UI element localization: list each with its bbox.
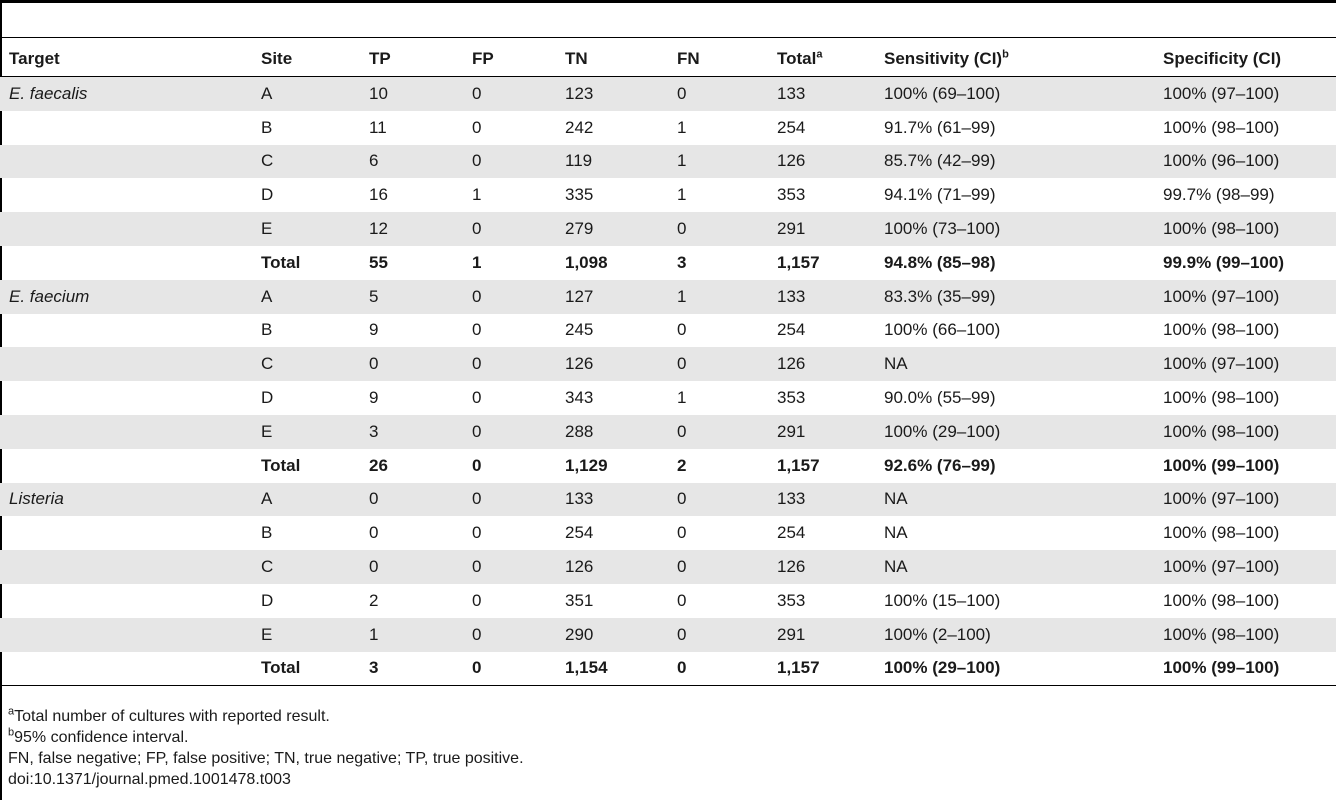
tn-cell: 335 xyxy=(565,185,594,205)
total-cell: 353 xyxy=(777,590,806,610)
fn-cell: 1 xyxy=(677,388,687,408)
tp-cell: 0 xyxy=(360,550,463,584)
tn-cell: 126 xyxy=(556,550,668,584)
target-cell xyxy=(0,314,252,348)
column-header xyxy=(556,42,668,77)
table-row xyxy=(0,280,1336,314)
table-row xyxy=(0,415,1336,449)
target-cell xyxy=(0,381,252,415)
target-cell xyxy=(0,618,252,652)
specificity-cell: 99.9% (99–100) xyxy=(1163,252,1284,272)
table-row xyxy=(0,178,1336,212)
column-header xyxy=(0,42,252,77)
total-cell: 133 xyxy=(768,483,875,517)
table-row xyxy=(0,618,1336,652)
total-cell: 133 xyxy=(768,77,875,111)
target-cell xyxy=(0,212,252,246)
table-header xyxy=(0,42,1336,77)
sensitivity-cell: 100% (2–100) xyxy=(875,618,1154,652)
total-cell: 1,157 xyxy=(768,652,875,686)
tp-cell: 9 xyxy=(369,320,379,340)
footnote-line xyxy=(8,727,524,748)
site-cell: B xyxy=(261,523,273,543)
site-cell: A xyxy=(252,77,360,111)
tp-cell: 2 xyxy=(369,590,379,610)
tp-cell: 5 xyxy=(360,280,463,314)
tn-cell: 288 xyxy=(556,415,668,449)
fn-cell: 0 xyxy=(677,523,687,543)
specificity-cell: 100% (96–100) xyxy=(1154,145,1336,179)
table-footnotes xyxy=(8,706,524,790)
fp-cell: 0 xyxy=(472,117,482,137)
total-cell: 353 xyxy=(777,185,806,205)
specificity-cell: 100% (98–100) xyxy=(1163,117,1280,137)
fn-cell: 0 xyxy=(668,415,768,449)
sensitivity-cell: 100% (15–100) xyxy=(884,590,1001,610)
header-top-rule xyxy=(0,37,1336,38)
column-header-label: Site xyxy=(261,49,293,68)
fn-cell: 0 xyxy=(668,652,768,686)
tp-cell: 0 xyxy=(360,483,463,517)
fp-cell: 0 xyxy=(463,145,556,179)
site-cell: Total xyxy=(261,252,301,272)
column-header-label: Target xyxy=(9,49,60,68)
specificity-cell: 100% (98–100) xyxy=(1154,415,1336,449)
table-row xyxy=(0,314,1336,348)
fp-cell: 1 xyxy=(472,185,482,205)
tn-cell: 290 xyxy=(556,618,668,652)
specificity-cell: 100% (98–100) xyxy=(1154,618,1336,652)
site-cell: C xyxy=(252,550,360,584)
fp-cell: 0 xyxy=(463,415,556,449)
table-row xyxy=(0,516,1336,550)
total-cell: 291 xyxy=(768,212,875,246)
footnote-marker: a xyxy=(816,48,823,61)
column-header-label: Specificity (CI) xyxy=(1163,49,1282,68)
sensitivity-cell: 90.0% (55–99) xyxy=(884,388,996,408)
tn-cell: 1,129 xyxy=(565,455,608,475)
tp-cell: 16 xyxy=(369,185,388,205)
site-cell: B xyxy=(261,320,273,340)
sensitivity-cell: NA xyxy=(875,483,1154,517)
footnote-marker: a xyxy=(8,705,15,718)
fn-cell: 1 xyxy=(668,280,768,314)
column-header-label: FP xyxy=(472,49,494,68)
column-header-label: TN xyxy=(565,49,588,68)
fn-cell: 2 xyxy=(677,455,687,475)
specificity-cell: 100% (99–100) xyxy=(1163,455,1280,475)
table-row xyxy=(0,145,1336,179)
header-row xyxy=(0,42,1336,77)
fp-cell: 0 xyxy=(463,347,556,381)
table-row xyxy=(0,584,1336,618)
tp-cell: 0 xyxy=(369,523,379,543)
site-cell: Total xyxy=(261,455,301,475)
footnote-line xyxy=(8,769,524,790)
total-cell: 133 xyxy=(768,280,875,314)
specificity-cell: 100% (98–100) xyxy=(1163,523,1280,543)
fp-cell: 0 xyxy=(472,590,482,610)
table-row xyxy=(0,77,1336,111)
site-cell: C xyxy=(252,347,360,381)
tn-cell: 119 xyxy=(556,145,668,179)
specificity-cell: 100% (99–100) xyxy=(1154,652,1336,686)
fn-cell: 0 xyxy=(677,590,687,610)
tn-cell: 242 xyxy=(565,117,594,137)
site-cell: E xyxy=(252,212,360,246)
table-row xyxy=(0,381,1336,415)
footnote-text: doi:10.1371/journal.pmed.1001478.t003 xyxy=(8,771,291,788)
fp-cell: 0 xyxy=(463,550,556,584)
tn-cell: 133 xyxy=(556,483,668,517)
column-header xyxy=(360,42,463,77)
target-cell xyxy=(0,246,252,280)
table-total-row xyxy=(0,246,1336,280)
sensitivity-cell: 100% (73–100) xyxy=(875,212,1154,246)
tn-cell: 123 xyxy=(556,77,668,111)
specificity-cell: 100% (97–100) xyxy=(1154,550,1336,584)
total-cell: 1,157 xyxy=(777,455,820,475)
specificity-cell: 100% (97–100) xyxy=(1154,77,1336,111)
fn-cell: 3 xyxy=(677,252,687,272)
fp-cell: 0 xyxy=(463,652,556,686)
specificity-cell: 99.7% (98–99) xyxy=(1163,185,1275,205)
site-cell: B xyxy=(261,117,273,137)
fn-cell: 0 xyxy=(668,212,768,246)
table-row xyxy=(0,111,1336,145)
sensitivity-cell: NA xyxy=(875,347,1154,381)
tn-cell: 351 xyxy=(565,590,594,610)
tp-cell: 6 xyxy=(360,145,463,179)
fp-cell: 0 xyxy=(472,455,482,475)
target-cell xyxy=(0,550,252,584)
total-cell: 353 xyxy=(777,388,806,408)
fn-cell: 0 xyxy=(668,550,768,584)
table-body xyxy=(0,77,1336,686)
sensitivity-cell: 85.7% (42–99) xyxy=(875,145,1154,179)
fp-cell: 0 xyxy=(472,388,482,408)
site-cell: E xyxy=(252,415,360,449)
fp-cell: 0 xyxy=(463,280,556,314)
table-row xyxy=(0,212,1336,246)
site-cell: D xyxy=(261,590,274,610)
footnote-text: FN, false negative; FP, false positive; TN, true negative; TP, true positive. xyxy=(8,750,524,767)
column-header xyxy=(252,42,360,77)
tp-cell: 3 xyxy=(360,415,463,449)
tp-cell: 10 xyxy=(360,77,463,111)
fn-cell: 1 xyxy=(677,117,687,137)
tp-cell: 55 xyxy=(369,252,388,272)
tp-cell: 1 xyxy=(360,618,463,652)
tn-cell: 127 xyxy=(556,280,668,314)
table-row xyxy=(0,550,1336,584)
tn-cell: 254 xyxy=(565,523,594,543)
tn-cell: 1,154 xyxy=(556,652,668,686)
target-cell: Listeria xyxy=(0,483,252,517)
total-cell: 126 xyxy=(768,145,875,179)
top-border-rule xyxy=(0,0,1336,3)
footnote-text: Total number of cultures with reported result. xyxy=(14,708,330,725)
column-header xyxy=(463,42,556,77)
table-row xyxy=(0,483,1336,517)
tp-cell: 12 xyxy=(360,212,463,246)
fp-cell: 0 xyxy=(463,483,556,517)
specificity-cell: 100% (97–100) xyxy=(1154,347,1336,381)
sensitivity-cell: 100% (69–100) xyxy=(875,77,1154,111)
sensitivity-cell: 100% (66–100) xyxy=(884,320,1001,340)
total-cell: 254 xyxy=(777,117,806,137)
fp-cell: 0 xyxy=(463,77,556,111)
fp-cell: 0 xyxy=(463,212,556,246)
sensitivity-cell: NA xyxy=(875,550,1154,584)
column-header-label: Sensitivity (CI) xyxy=(884,49,1003,68)
sensitivity-cell: 92.6% (76–99) xyxy=(884,455,996,475)
results-table xyxy=(0,42,1336,686)
footnote-marker: b xyxy=(8,726,15,739)
sensitivity-cell: NA xyxy=(884,523,908,543)
fn-cell: 0 xyxy=(668,347,768,381)
target-cell xyxy=(0,516,252,550)
fn-cell: 0 xyxy=(668,483,768,517)
sensitivity-cell: 100% (29–100) xyxy=(875,415,1154,449)
specificity-cell: 100% (97–100) xyxy=(1154,483,1336,517)
fn-cell: 0 xyxy=(668,618,768,652)
tn-cell: 245 xyxy=(565,320,594,340)
specificity-cell: 100% (98–100) xyxy=(1163,388,1280,408)
fp-cell: 1 xyxy=(472,252,482,272)
tn-cell: 279 xyxy=(556,212,668,246)
site-cell: A xyxy=(252,483,360,517)
specificity-cell: 100% (98–100) xyxy=(1154,212,1336,246)
target-cell: E. faecalis xyxy=(0,77,252,111)
target-cell xyxy=(0,584,252,618)
tp-cell: 3 xyxy=(360,652,463,686)
site-cell: D xyxy=(261,185,274,205)
target-cell xyxy=(0,449,252,483)
table-row xyxy=(0,347,1336,381)
site-cell: A xyxy=(252,280,360,314)
fp-cell: 0 xyxy=(463,618,556,652)
tn-cell: 343 xyxy=(565,388,594,408)
tp-cell: 9 xyxy=(369,388,379,408)
column-header xyxy=(668,42,768,77)
site-cell: Total xyxy=(252,652,360,686)
fp-cell: 0 xyxy=(472,523,482,543)
site-cell: D xyxy=(261,388,274,408)
table-total-row xyxy=(0,449,1336,483)
specificity-cell: 100% (98–100) xyxy=(1163,320,1280,340)
total-cell: 291 xyxy=(768,618,875,652)
specificity-cell: 100% (98–100) xyxy=(1163,590,1280,610)
target-cell xyxy=(0,145,252,179)
fn-cell: 0 xyxy=(677,320,687,340)
sensitivity-cell: 91.7% (61–99) xyxy=(884,117,996,137)
total-cell: 1,157 xyxy=(777,252,820,272)
sensitivity-cell: 83.3% (35–99) xyxy=(875,280,1154,314)
total-cell: 291 xyxy=(768,415,875,449)
column-header-label: Total xyxy=(777,49,817,68)
tn-cell: 126 xyxy=(556,347,668,381)
fn-cell: 1 xyxy=(668,145,768,179)
column-header-label: FN xyxy=(677,49,700,68)
sensitivity-cell: 94.8% (85–98) xyxy=(884,252,996,272)
site-cell: C xyxy=(252,145,360,179)
fn-cell: 0 xyxy=(668,77,768,111)
footnote-marker: b xyxy=(1002,48,1009,61)
target-cell xyxy=(0,652,252,686)
target-cell xyxy=(0,111,252,145)
fn-cell: 1 xyxy=(677,185,687,205)
table-total-row xyxy=(0,652,1336,686)
footnote-line xyxy=(8,706,524,727)
column-header-label: TP xyxy=(369,49,391,68)
tp-cell: 0 xyxy=(360,347,463,381)
tp-cell: 11 xyxy=(369,117,387,137)
column-header xyxy=(875,42,1154,77)
tp-cell: 26 xyxy=(369,455,388,475)
column-header xyxy=(768,42,875,77)
total-cell: 126 xyxy=(768,550,875,584)
target-cell xyxy=(0,347,252,381)
tn-cell: 1,098 xyxy=(565,252,608,272)
total-cell: 254 xyxy=(777,523,806,543)
target-cell xyxy=(0,178,252,212)
fp-cell: 0 xyxy=(472,320,482,340)
target-cell: E. faecium xyxy=(0,280,252,314)
total-cell: 126 xyxy=(768,347,875,381)
sensitivity-cell: 100% (29–100) xyxy=(875,652,1154,686)
footnote-line xyxy=(8,748,524,769)
specificity-cell: 100% (97–100) xyxy=(1154,280,1336,314)
sensitivity-cell: 94.1% (71–99) xyxy=(884,185,996,205)
site-cell: E xyxy=(252,618,360,652)
footnote-text: 95% confidence interval. xyxy=(14,729,189,746)
column-header xyxy=(1154,42,1336,77)
total-cell: 254 xyxy=(777,320,806,340)
target-cell xyxy=(0,415,252,449)
